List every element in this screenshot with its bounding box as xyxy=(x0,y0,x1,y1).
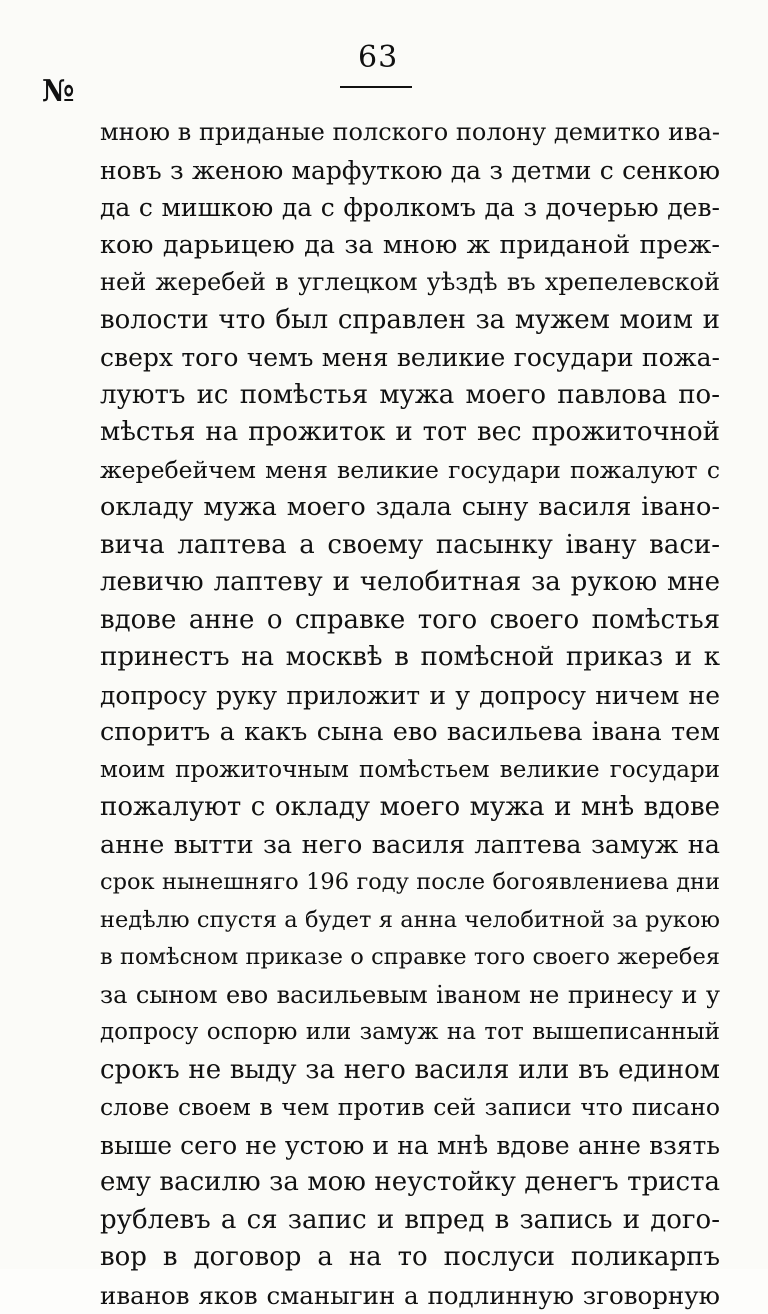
text-line: ему василю за мою неустойку денегъ триста xyxy=(100,1164,720,1202)
text-line: срокъ не выду за него василя или въ едином xyxy=(100,1052,720,1090)
text-line: за сыном ево васильевым іваном не принесу и у xyxy=(100,977,720,1015)
text-line: жеребейчем меня великие государи пожалуют с xyxy=(100,452,720,490)
text-line: новъ з женою марфуткою да з детми с сенкою xyxy=(100,152,720,190)
text-line: волости что был справлен за мужем моим и xyxy=(100,302,720,340)
number-sign-mark: № xyxy=(42,74,75,110)
text-line: допросу руку приложит и у допросу ничем не xyxy=(100,677,720,715)
text-line: сверх того чемъ меня великие государи пожа- xyxy=(100,339,720,377)
text-line: луютъ ис помѣстья мужа моего павлова по- xyxy=(100,377,720,415)
text-line: допросу оспорю или замуж на тот вышеписанный xyxy=(100,1014,720,1052)
text-line: окладу мужа моего здала сыну василя івано- xyxy=(100,489,720,527)
text-line: вдове анне о справке того своего помѣстья xyxy=(100,602,720,640)
text-block xyxy=(100,114,720,1314)
text-line: недѣлю спустя а будет я анна челобитной за рукою xyxy=(100,902,720,940)
text-line: в помѣсном приказе о справке того своего жеребея xyxy=(100,939,720,977)
text-line: споритъ а какъ сына ево васильева івана тем xyxy=(100,714,720,752)
page-number: 63 xyxy=(358,40,398,76)
text-line: левичю лаптеву и челобитная за рукою мне xyxy=(100,564,720,602)
text-line: вор в договор а на то послуси поликарпъ xyxy=(100,1239,720,1277)
text-line: мною в приданые полского полону демитко ива- xyxy=(100,114,720,152)
page-number-rule xyxy=(340,86,412,88)
text-line: пожалуют с окладу моего мужа и мнѣ вдове xyxy=(100,789,720,827)
text-line: кою дарьицею да за мною ж приданой преж- xyxy=(100,227,720,265)
text-line: рублевъ а ся запис и впред в запись и дого- xyxy=(100,1202,720,1240)
text-line: вича лаптева а своему пасынку івану васи- xyxy=(100,527,720,565)
text-line: срок нынешняго 196 году после богоявлениева дни xyxy=(100,864,720,902)
text-line: иванов яков сманыгин а подлинную зговорную xyxy=(100,1277,720,1314)
text-line: слове своем в чем против сей записи что писано xyxy=(100,1089,720,1127)
text-line: моим прожиточным помѣстьем великие государи xyxy=(100,752,720,790)
text-line: принестъ на москвѣ в помѣсной приказ и к xyxy=(100,639,720,677)
text-line: анне вытти за него василя лаптева замуж на xyxy=(100,827,720,865)
text-line: да с мишкою да с фролкомъ да з дочерью дев- xyxy=(100,189,720,227)
text-line: ней жеребей в углецком уѣздѣ въ хрепелевской xyxy=(100,264,720,302)
text-line: выше сего не устою и на мнѣ вдове анне взять xyxy=(100,1127,720,1165)
text-line: мѣстья на прожиток и тот вес прожиточной xyxy=(100,414,720,452)
